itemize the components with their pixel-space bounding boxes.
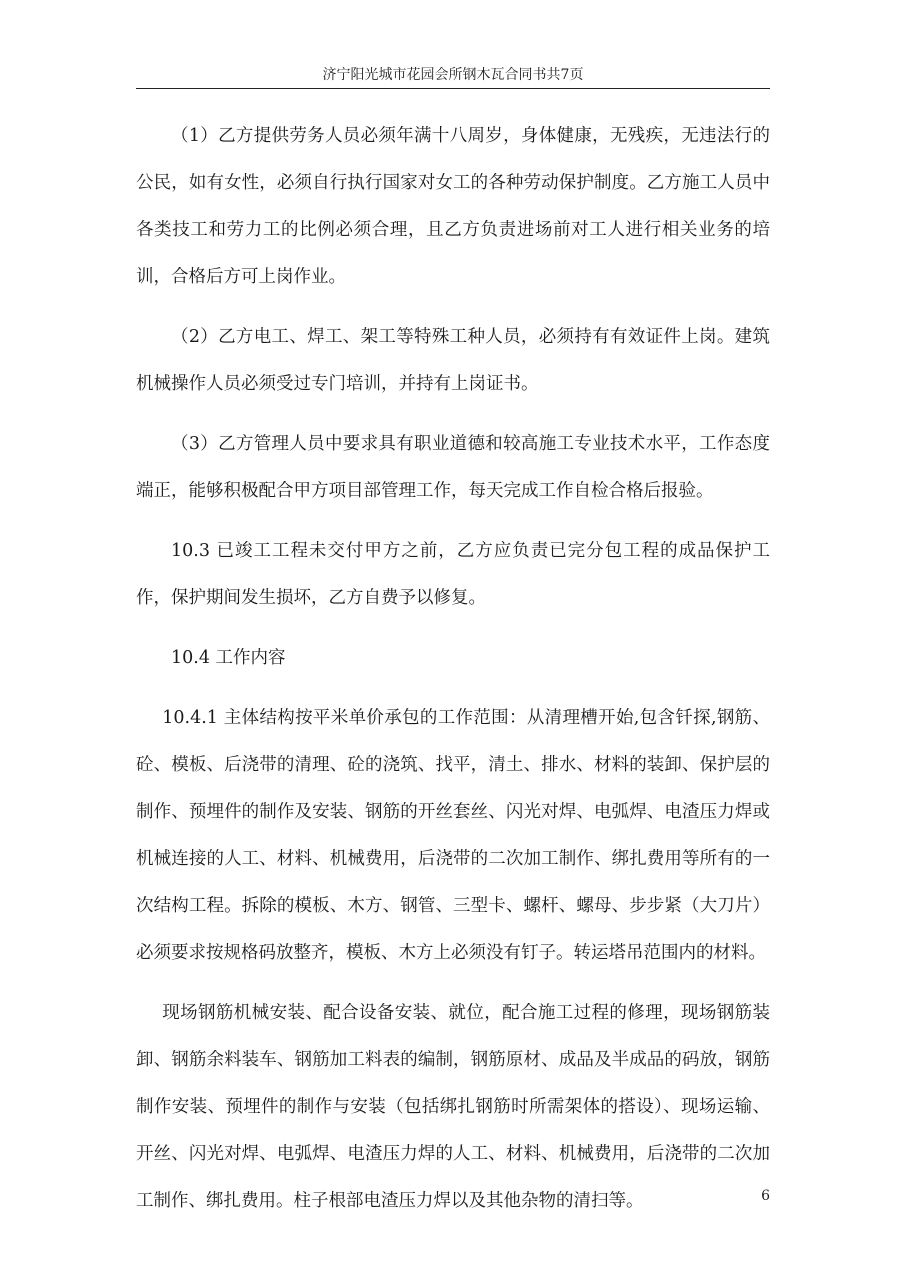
paragraph-special-workers: （2）乙方电工、焊工、架工等特殊工种人员，必须持有有效证件上岗。建筑机械操作人员必须受过专门培训，并持有上岗证书。 <box>136 327 770 394</box>
paragraph-rebar-installation: 现场钢筋机械安装、配合设备安装、就位，配合施工过程的修理，现场钢筋装卸、钢筋余料装车、钢筋加工料表的编制，钢筋原材、成品及半成品的码放，钢筋制作安装、预埋件的制作与安装（包括绑扎钢筋时所需架体的搭设）、现场运输、开丝、闪光对焊、电弧焊、电渣压力焊的人工、材料、机械费用，后浇带的二次加工制作、绑扎费用。柱子根部电渣压力焊以及其他杂物的清扫等。 <box>136 1003 770 1211</box>
section-heading-10-4: 10.4 工作内容 <box>171 648 286 668</box>
paragraph-section-10-3: 10.3 已竣工工程未交付甲方之前，乙方应负责已完分包工程的成品保护工作，保护期间发生损坏，乙方自费予以修复。 <box>136 541 770 608</box>
paragraph-labor-requirements: （1）乙方提供劳务人员必须年满十八周岁，身体健康，无残疾，无违法行的公民，如有女性，必须自行执行国家对女工的各种劳动保护制度。乙方施工人员中各类技工和劳力工的比例必须合理，且乙方负责进场前对工人进行相关业务的培训，合格后方可上岗作业。 <box>136 126 770 287</box>
document-body <box>136 113 770 1238</box>
page-header-title: 济宁阳光城市花园会所钢木瓦合同书共7页 <box>322 67 584 83</box>
paragraph-management-staff: （3）乙方管理人员中要求具有职业道德和较高施工专业技术水平，工作态度端正，能够积极配合甲方项目部管理工作，每天完成工作自检合格后报验。 <box>136 434 770 501</box>
page-number: 6 <box>761 1188 770 1204</box>
header-divider <box>136 88 770 89</box>
paragraph-section-10-4-1: 10.4.1 主体结构按平米单价承包的工作范围：从清理槽开始,包含钎探,钢筋、砼、模板、后浇带的清理、砼的浇筑、找平，清土、排水、材料的装卸、保护层的制作、预埋件的制作及安装、钢筋的开丝套丝、闪光对焊、电弧焊、电渣压力焊或机械连接的人工、材料、机械费用，后浇带的二次加工制作、绑扎费用等所有的一次结构工程。拆除的模板、木方、钢管、三型卡、螺杆、螺母、步步紧（大刀片）必须要求按规格码放整齐，模板、木方上必须没有钉子。转运塔吊范围内的材料。 <box>136 708 770 963</box>
